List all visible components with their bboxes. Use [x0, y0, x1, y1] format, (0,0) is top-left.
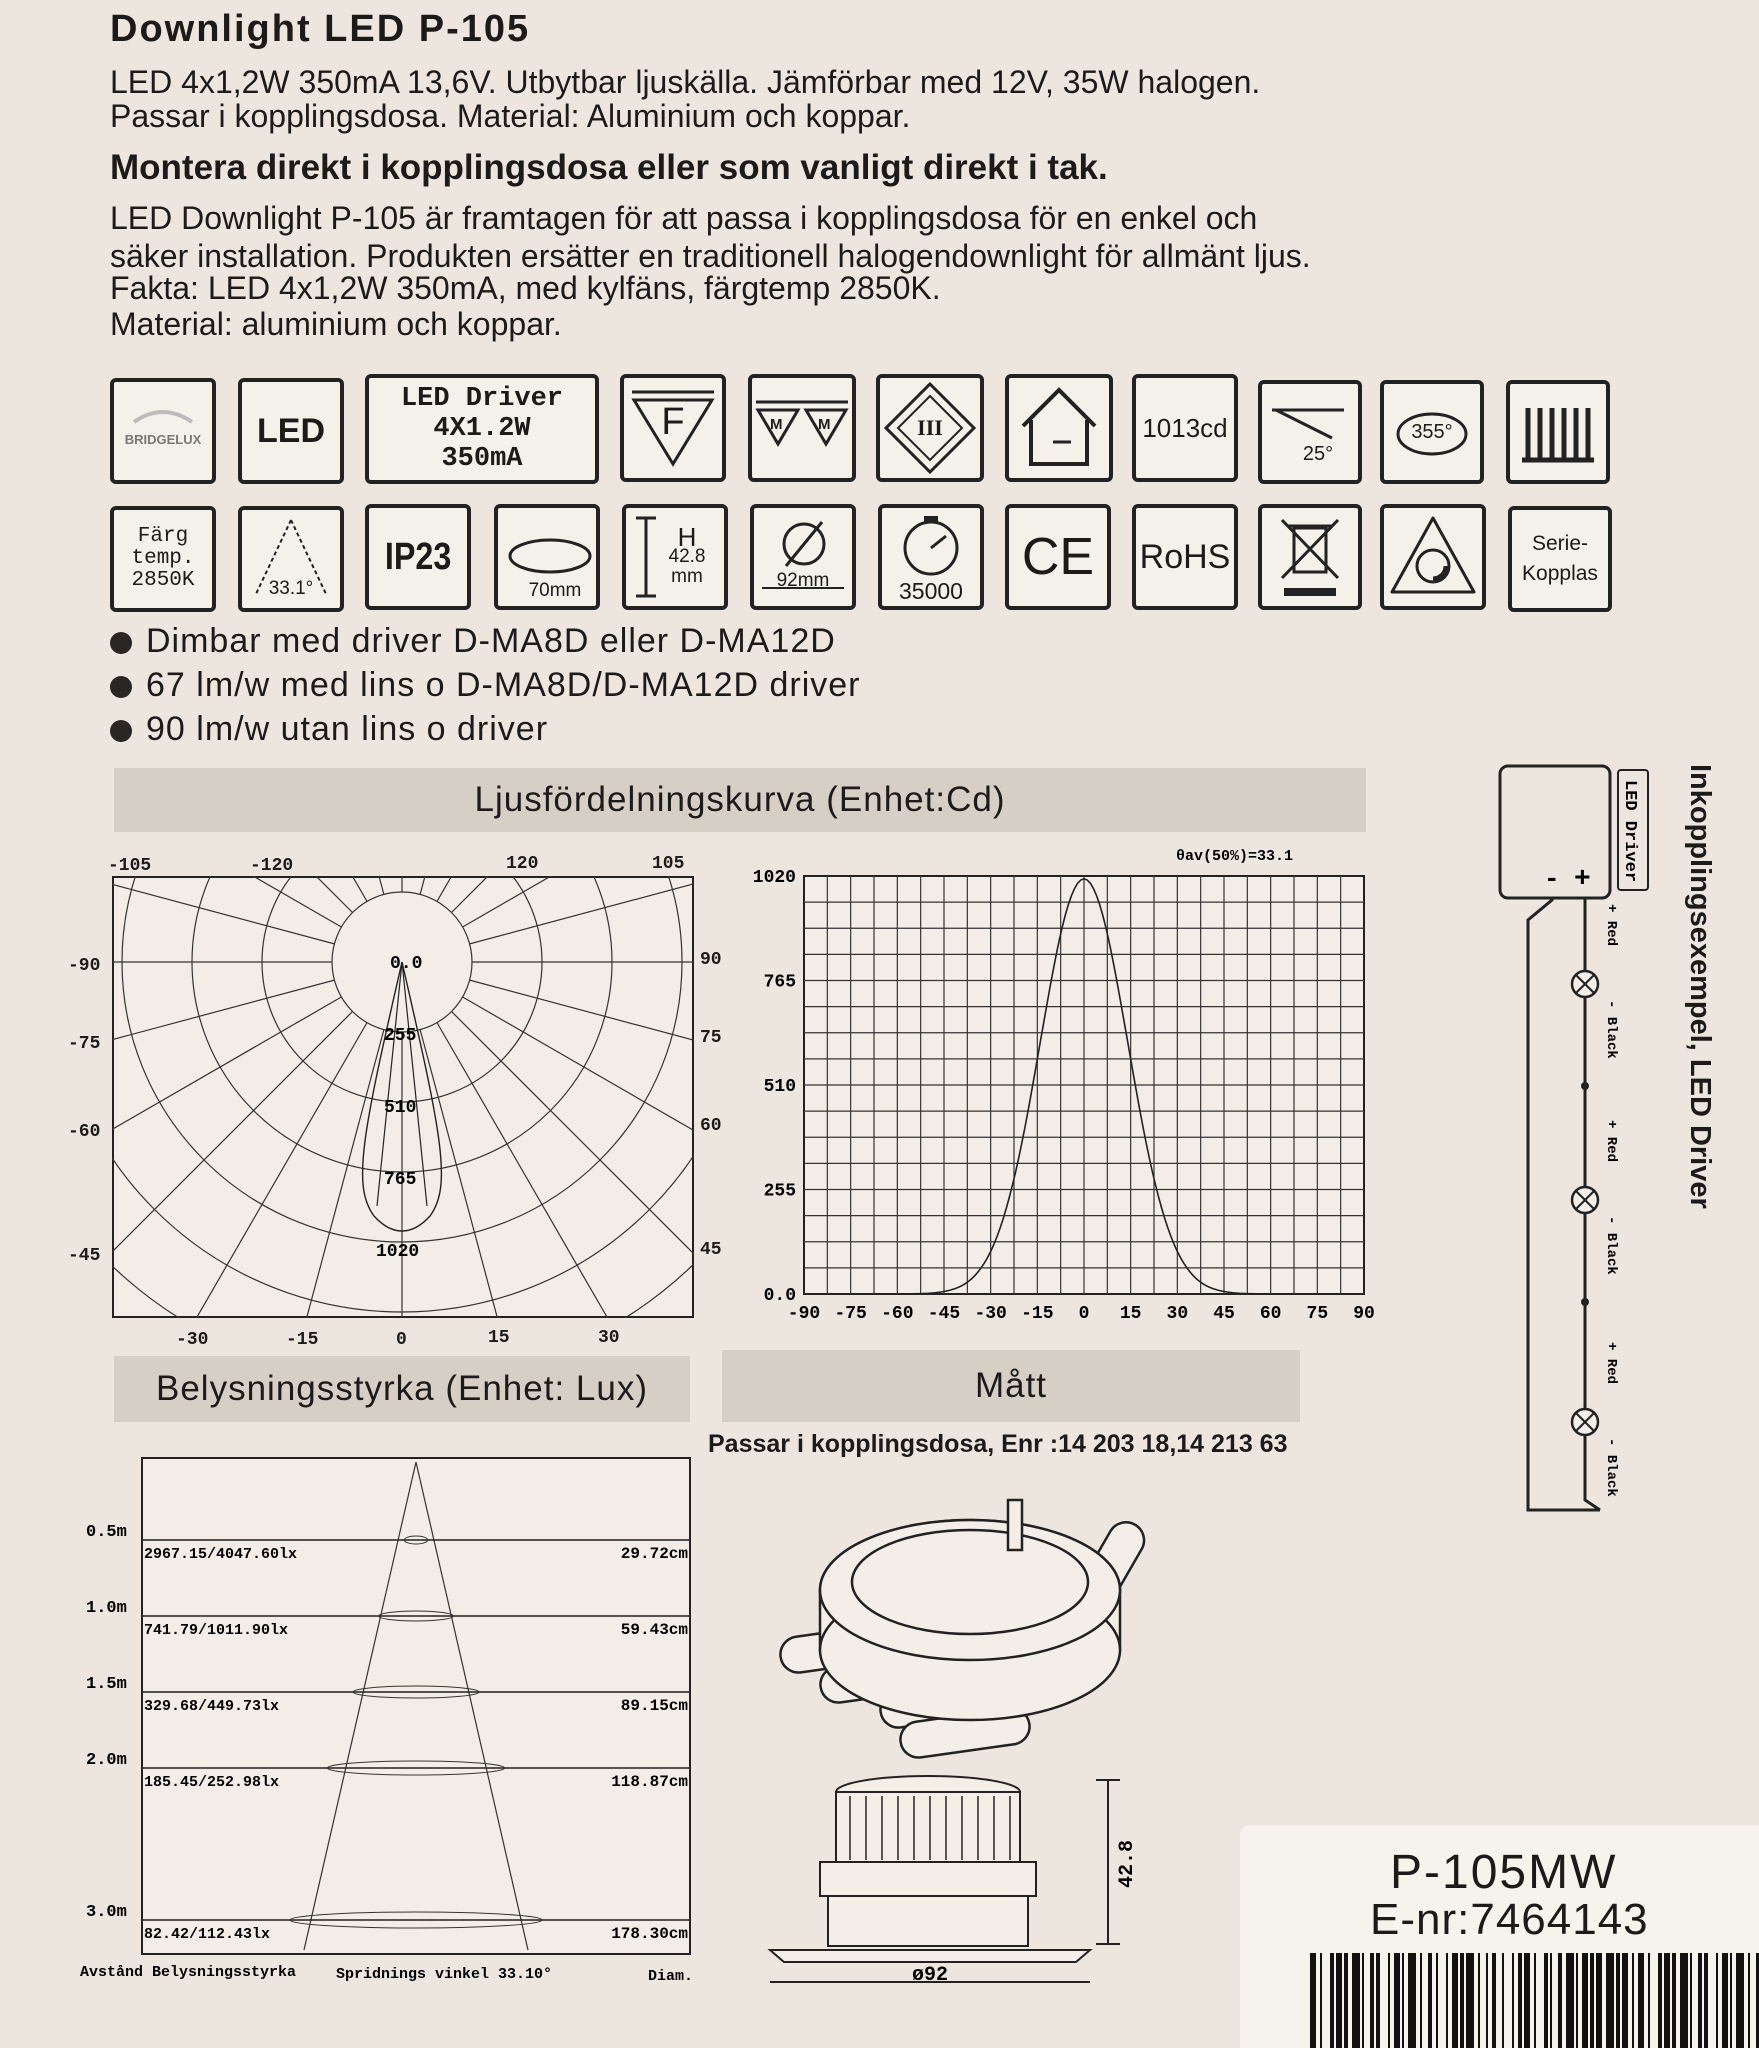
heatsink-icon [1506, 380, 1610, 484]
sticker-model: P-105MW [1390, 1846, 1618, 1899]
barcode-bar [1664, 1953, 1670, 2048]
spec-line-2: Passar i kopplingsdosa. Material: Aluminium och koppar. [110, 98, 911, 134]
x-tick-label: 45 [1213, 1304, 1235, 1324]
x-tick-label: 0 [1078, 1304, 1090, 1324]
polar-bottom-label: 0 [396, 1330, 407, 1350]
barcode-bar [1352, 1953, 1360, 2048]
footer-angle: Spridnings vinkel 33.10° [336, 1966, 553, 1983]
desc-line-1: LED Downlight P-105 är framtagen för att passa i kopplingsdosa för en enkel och [110, 200, 1258, 236]
dimensions-band: Mått [722, 1350, 1300, 1422]
barcode-bar [1344, 1953, 1348, 2048]
y-tick-label: 1020 [752, 868, 796, 888]
polar-left-label: -90 [68, 956, 101, 976]
polar-radial-label: 510 [384, 1098, 417, 1118]
x-tick-label: -60 [881, 1304, 914, 1324]
polar-top-label: -120 [250, 856, 294, 876]
barcode-bar [1576, 1953, 1578, 2048]
barcode-bar [1478, 1953, 1480, 2048]
indoor-house-icon [1005, 374, 1113, 482]
desc-line-3: Fakta: LED 4x1,2W 350mA, med kylfäns, färgtemp 2850K. [110, 270, 941, 306]
x-tick-label: -30 [974, 1304, 1007, 1324]
footer-lux: Belysningsstyrka [152, 1964, 297, 1981]
barcode-bar [1370, 1953, 1374, 2048]
wiring-driver-label: LED Driver [1620, 780, 1639, 883]
barcode-bar [1648, 1953, 1650, 2048]
barcode-bar [1716, 1953, 1718, 2048]
lux-distance: 3.0m [86, 1903, 127, 1922]
barcode [1310, 1953, 1759, 2048]
barcode-bar [1408, 1953, 1416, 2048]
lux-diameter: 59.43cm [620, 1621, 688, 1639]
polar-left-label: -60 [68, 1122, 101, 1142]
footer-diam: Diam. [648, 1968, 694, 1985]
barcode-bar [1622, 1953, 1628, 2048]
bullet-item: Dimbar med driver D-MA8D eller D-MA12D [110, 622, 836, 661]
polar-left-label: -45 [68, 1246, 101, 1266]
junction-box-drawing [760, 1480, 1180, 1770]
wiring-plus: + [1574, 864, 1591, 895]
fits-box-text: Passar i kopplingsdosa, Enr :14 203 18,14 213 63 [708, 1430, 1288, 1458]
polar-radial-label: 1020 [376, 1242, 420, 1262]
barcode-bar [1436, 1953, 1438, 2048]
barcode-bar [1558, 1953, 1562, 2048]
barcode-bar [1658, 1953, 1662, 2048]
x-tick-label: 15 [1119, 1304, 1142, 1324]
barcode-bar [1616, 1953, 1620, 2048]
spec-line-1: LED 4x1,2W 350mA 13,6V. Utbytbar ljuskälla. Jämförbar med 12V, 35W halogen. [110, 64, 1261, 100]
barcode-bar [1550, 1953, 1552, 2048]
barcode-bar [1632, 1953, 1634, 2048]
ce-mark: CE [1005, 504, 1111, 610]
polar-bottom-label: -30 [176, 1330, 209, 1350]
wire-red-label: + Red [1603, 1342, 1619, 1385]
polar-bottom-label: -15 [286, 1330, 319, 1350]
wiring-diagram [1490, 760, 1660, 1520]
desc-line-4: Material: aluminium och koppar. [110, 306, 562, 342]
headline: Montera direkt i kopplingsdosa eller som vanligt direkt i tak. [110, 148, 1108, 187]
x-tick-label: -15 [1021, 1304, 1054, 1324]
polar-right-label: 90 [700, 950, 722, 970]
barcode-bar [1596, 1953, 1602, 2048]
barcode-bar [1736, 1953, 1744, 2048]
barcode-bar [1466, 1953, 1474, 2048]
product-sticker [1240, 1825, 1759, 2048]
barcode-bar [1730, 1953, 1732, 2048]
lux-value: 82.42/112.43lx [144, 1926, 271, 1943]
illuminance-table [80, 1450, 700, 1990]
sticker-enr: E-nr:7464143 [1370, 1895, 1649, 1944]
intensity-chart [740, 840, 1400, 1340]
polar-right-label: 45 [700, 1240, 722, 1260]
barcode-bar [1362, 1953, 1364, 2048]
polar-radial-label: 765 [384, 1170, 417, 1190]
lux-value: 2967.15/4047.60lx [144, 1546, 298, 1563]
bridgelux-logo: BRIDGELUX [110, 378, 216, 484]
polar-diagram [112, 876, 694, 1318]
x-tick-label: 60 [1259, 1304, 1282, 1324]
lux-diameter: 118.87cm [611, 1773, 688, 1791]
led-driver-badge: LED Driver 4X1.2W 350mA [365, 374, 599, 484]
x-tick-label: 90 [1353, 1304, 1375, 1324]
lux-value: 741.79/1011.90lx [144, 1622, 289, 1639]
class-3-icon: III [876, 374, 984, 482]
barcode-bar [1590, 1953, 1594, 2048]
junction-dot [1581, 1082, 1589, 1090]
luminaire-side-drawing [760, 1772, 1190, 1992]
polar-radial-label: 0.0 [390, 954, 423, 974]
y-tick-label: 255 [763, 1181, 796, 1202]
x-tick-label: 75 [1306, 1304, 1329, 1324]
barcode-bar [1460, 1953, 1464, 2048]
barcode-bar [1336, 1953, 1342, 2048]
barcode-bar [1394, 1953, 1400, 2048]
ip23-badge: IP23 [365, 504, 471, 610]
illuminance-band: Belysningsstyrka (Enhet: Lux) [114, 1356, 690, 1422]
lux-distance: 0.5m [86, 1523, 127, 1542]
barcode-bar [1492, 1953, 1496, 2048]
barcode-bar [1672, 1953, 1676, 2048]
polar-top-label: 105 [652, 854, 685, 874]
lux-diameter: 89.15cm [620, 1697, 688, 1715]
barcode-bar [1376, 1953, 1380, 2048]
barcode-bar [1512, 1953, 1514, 2048]
barcode-bar [1606, 1953, 1614, 2048]
lux-distance: 2.0m [86, 1751, 127, 1770]
barcode-bar [1748, 1953, 1750, 2048]
barcode-bar [1534, 1953, 1536, 2048]
distribution-band: Ljusfördelningskurva (Enhet:Cd) [114, 768, 1366, 832]
tilt-angle-icon: 25° [1258, 380, 1362, 484]
polar-left-label: -75 [68, 1034, 101, 1054]
lux-value: 329.68/449.73lx [144, 1698, 280, 1715]
weee-bin-icon [1258, 504, 1362, 610]
y-tick-label: 765 [763, 972, 796, 993]
y-tick-label: 510 [763, 1077, 796, 1097]
lux-diameter: 178.30cm [611, 1925, 688, 1943]
barcode-bar [1388, 1953, 1390, 2048]
beam-angle-icon: 33.1° [238, 506, 344, 612]
barcode-bar [1486, 1953, 1488, 2048]
series-connect-badge: Serie- Kopplas [1508, 506, 1612, 612]
barcode-bar [1310, 1953, 1316, 2048]
product-title: Downlight LED P-105 [110, 8, 531, 50]
height-dimension: 42.8 [1116, 1839, 1139, 1888]
polar-right-label: 75 [700, 1028, 722, 1048]
barcode-bar [1502, 1953, 1504, 2048]
barcode-bar [1452, 1953, 1458, 2048]
polar-right-label: 60 [700, 1116, 722, 1136]
barcode-bar [1698, 1953, 1702, 2048]
wire-red-label: + Red [1603, 1120, 1619, 1163]
wire-black-label: - Black [1603, 1000, 1619, 1059]
barcode-bar [1446, 1953, 1448, 2048]
barcode-bar [1722, 1953, 1728, 2048]
polar-top-label: -105 [108, 856, 152, 876]
f-mark-icon: F [620, 374, 726, 482]
desc-line-2: säker installation. Produkten ersätter en traditionell halogendownlight för allmänt ljus. [110, 238, 1311, 274]
wiring-minus: - [1544, 864, 1560, 894]
rotate-angle-icon: 355° [1380, 380, 1484, 484]
lux-diameter: 29.72cm [620, 1545, 688, 1563]
barcode-bar [1638, 1953, 1644, 2048]
barcode-bar [1704, 1953, 1708, 2048]
color-temp-badge: Färg temp. 2850K [110, 506, 216, 612]
polar-bottom-label: 30 [598, 1328, 620, 1348]
barcode-bar [1518, 1953, 1522, 2048]
bullet-item: 90 lm/w utan lins o driver [110, 710, 548, 749]
x-tick-label: -75 [834, 1304, 867, 1324]
lux-distance: 1.5m [86, 1675, 127, 1694]
wire-black-label: - Black [1603, 1438, 1619, 1497]
rohs-badge: RoHS [1132, 504, 1238, 610]
dimmable-icon [1380, 504, 1486, 610]
x-tick-label: -45 [927, 1304, 961, 1324]
height-icon: H 42.8 mm [622, 504, 728, 610]
barcode-bar [1320, 1953, 1322, 2048]
lifetime-icon: 35000 [878, 504, 984, 610]
barcode-bar [1420, 1953, 1422, 2048]
x-tick-label: 30 [1166, 1304, 1189, 1324]
candela-badge: 1013cd [1132, 374, 1238, 482]
barcode-bar [1428, 1953, 1432, 2048]
barcode-bar [1582, 1953, 1588, 2048]
junction-dot [1581, 1298, 1589, 1306]
led-icon: LED [238, 378, 344, 484]
diameter-icon: 92mm [750, 504, 856, 610]
chart-title: θav(50%)=33.1 [1176, 848, 1294, 865]
cutout-icon: 70mm [494, 504, 600, 610]
footer-dist: Avstånd [80, 1964, 144, 1981]
diameter-dimension: ø92 [911, 1964, 949, 1987]
lux-value: 185.45/252.98lx [144, 1774, 280, 1791]
wiring-title: Inkopplingsexempel, LED Driver [1684, 764, 1716, 1209]
barcode-bar [1544, 1953, 1548, 2048]
y-tick-label: 0.0 [763, 1286, 796, 1306]
x-tick-label: -90 [787, 1304, 821, 1324]
wire-black-label: - Black [1603, 1216, 1619, 1275]
polar-radial-label: 255 [384, 1026, 417, 1046]
barcode-bar [1330, 1953, 1334, 2048]
barcode-bar [1690, 1953, 1692, 2048]
barcode-bar [1680, 1953, 1688, 2048]
barcode-bar [1402, 1953, 1404, 2048]
polar-top-label: 120 [506, 854, 539, 874]
mm-mark-icon: M M [748, 374, 856, 482]
barcode-bar [1566, 1953, 1574, 2048]
bullet-item: 67 lm/w med lins o D-MA8D/D-MA12D driver [110, 666, 861, 705]
lux-distance: 1.0m [86, 1599, 127, 1618]
wire-red-label: + Red [1603, 904, 1619, 947]
polar-bottom-label: 15 [488, 1328, 510, 1348]
barcode-bar [1524, 1953, 1530, 2048]
